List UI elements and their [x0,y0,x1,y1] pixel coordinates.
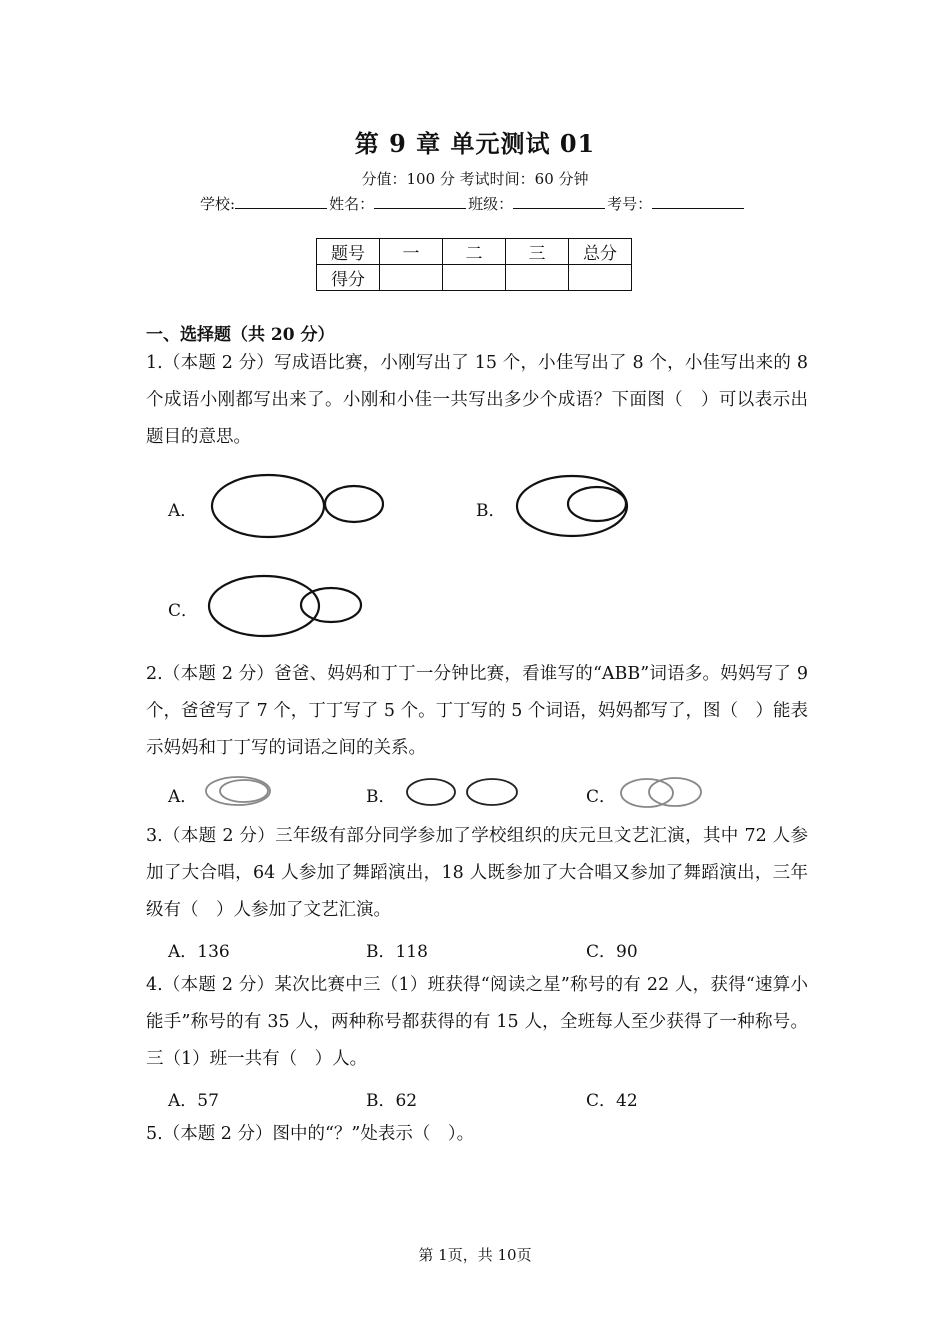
field-name-label: 姓名： [329,195,375,213]
question-1-text: 1.（本题 2 分）写成语比赛，小刚写出了 15 个，小佳写出了 8 个，小佳写出来的 8 个成语小刚都写出来了。小刚和小佳一共写出多少个成语？下面图（ ）可以表示出题目的意思。 [146,353,808,447]
score-header-cell: 总分 [569,239,632,265]
q3-option-c: C．90 [586,942,638,962]
q2-option-a-diagram [206,777,270,805]
question-3-text: 3.（本题 2 分）三年级有部分同学参加了学校组织的庆元旦文艺汇演，其中 72 人参加了大合唱，64 人参加了舞蹈演出，18 人既参加了大合唱又参加了舞蹈演出，三年级有（ ）人参加了文艺汇演。 [146,826,808,920]
q4-option-c: C．42 [586,1091,638,1111]
page-title: 第 9 章 单元测试 01 [354,129,596,158]
q2-option-a-label: A． [168,787,198,807]
q1-option-b-label: B． [476,501,506,521]
field-id-label: 考号： [607,195,653,213]
q2-option-b-label: B． [366,787,396,807]
field-class-label: 班级： [468,195,514,213]
question-4-text: 4.（本题 2 分）某次比赛中三（1）班获得“阅读之星”称号的有 22 人，获得“速算小能手”称号的有 35 人，两种称号都获得的有 15 人，全班每人至少获得了一种称号。三（1）班一共有（ ）人。 [146,975,808,1069]
section-title: 一、选择题（共 20 分） [146,325,335,345]
q2-option-c-label: C． [586,787,617,807]
question-2-text: 2.（本题 2 分）爸爸、妈妈和丁丁一分钟比赛，看谁写的“ABB”词语多。妈妈写了 9 个，爸爸写了 7 个，丁丁写了 5 个。丁丁写的 5 个词语，妈妈都写了，图（ ）能表示妈妈和丁丁写的词语之间的关系。 [146,664,808,758]
q2-option-c-diagram [621,778,701,807]
score-header-cell: 题号 [317,239,380,265]
score-header-cell: 三 [506,239,569,265]
q4-option-a: A．57 [168,1091,219,1111]
q3-option-a: A．136 [168,942,230,962]
score-row-label: 得分 [317,265,380,291]
q1-option-a-label: A． [168,501,198,521]
q1-option-c-diagram [209,576,361,636]
q2-option-b-diagram [407,779,517,805]
q4-option-b: B．62 [366,1091,418,1111]
page-footer: 第 1页，共 10页 [418,1246,532,1264]
q1-option-b-diagram [517,476,627,536]
q3-option-b: B．118 [366,942,428,962]
score-header-cell: 一 [380,239,443,265]
q1-option-c-label: C． [168,601,199,621]
field-school-label: 学校: [200,195,236,213]
exam-meta: 分值：100 分 考试时间：60 分钟 [361,170,589,188]
score-header-cell: 二 [443,239,506,265]
question-5-text: 5.（本题 2 分）图中的“？”处表示（ ）。 [146,1124,475,1144]
q1-option-a-diagram [212,475,383,537]
